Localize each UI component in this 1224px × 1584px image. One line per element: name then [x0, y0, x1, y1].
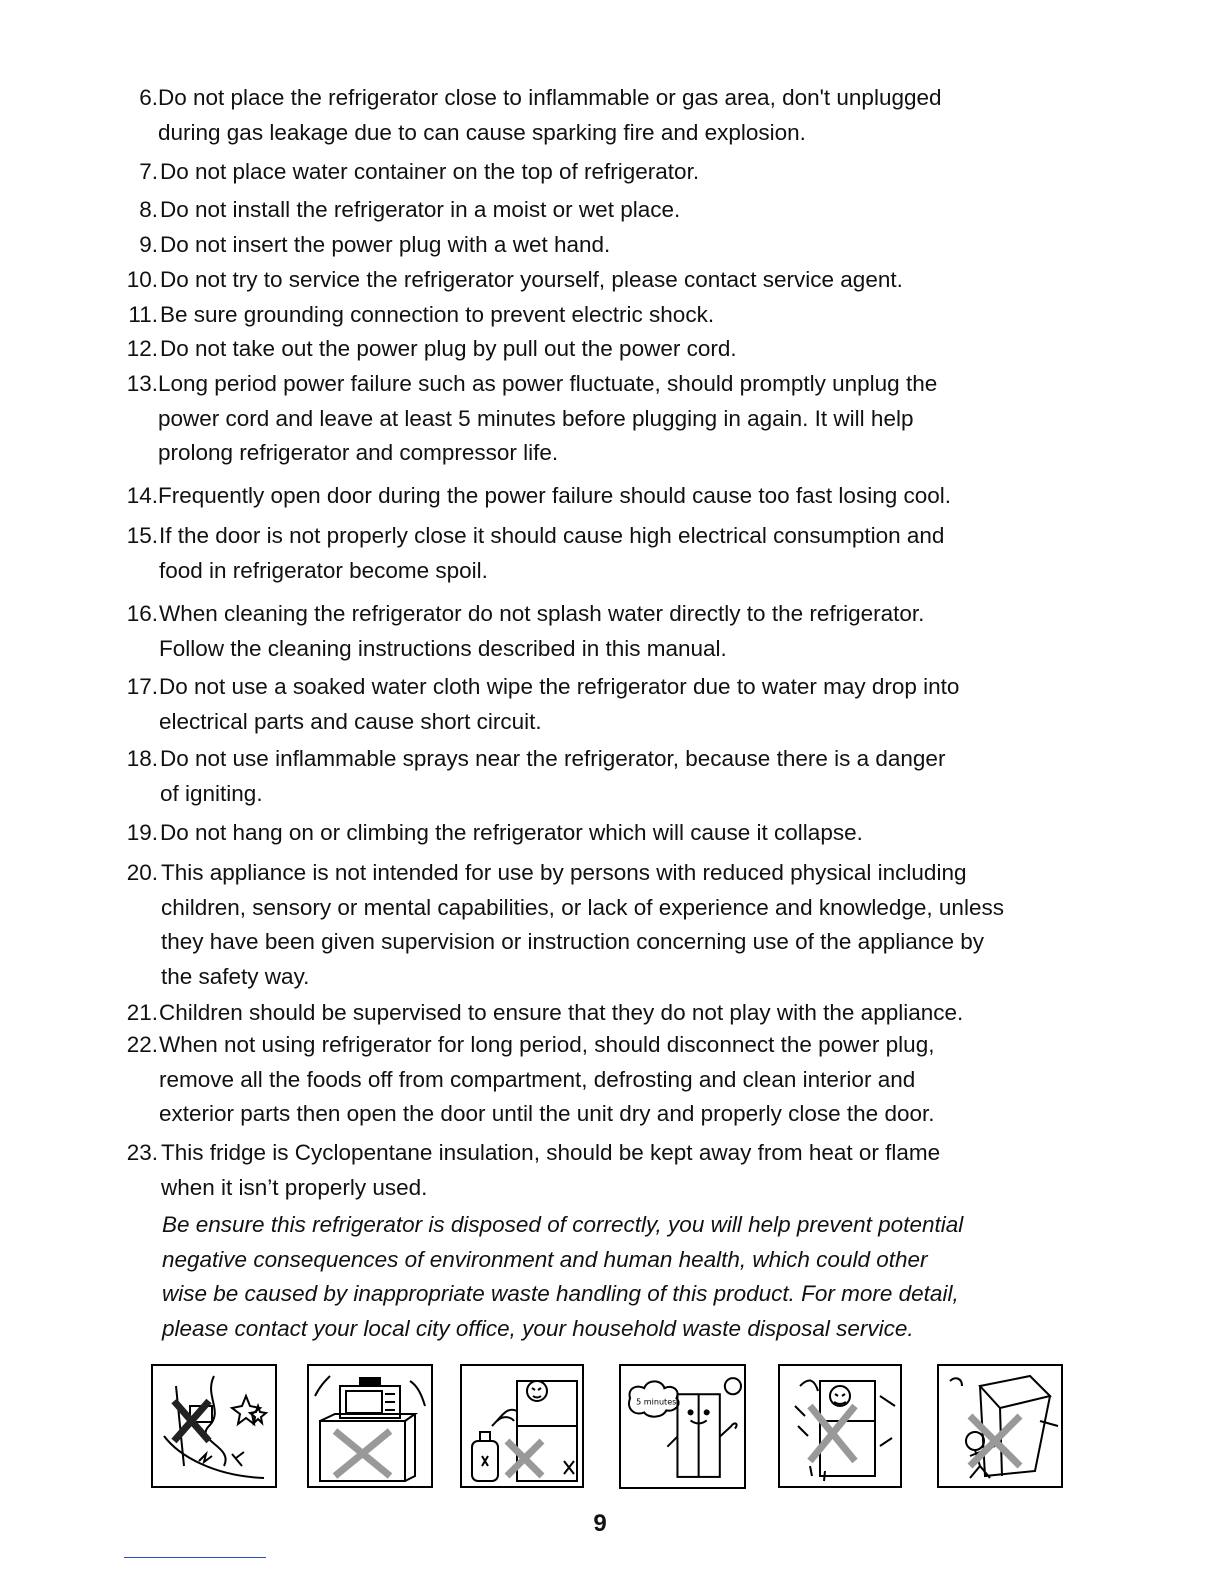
item-text	[159, 670, 959, 739]
item-number: 13.	[126, 371, 158, 396]
item-line: Do not install the refrigerator in a moist or wet place.	[160, 197, 681, 222]
item-text	[160, 332, 737, 367]
wait-5-minutes-icon	[619, 1364, 746, 1489]
item-text	[160, 155, 699, 190]
item-line: This fridge is Cyclopentane insulation, should be kept away from heat or flame	[161, 1140, 941, 1165]
item-text	[160, 298, 714, 333]
item-text	[160, 228, 610, 263]
item-text	[158, 479, 951, 514]
item-line: When cleaning the refrigerator do not splash water directly to the refrigerator.	[159, 601, 925, 626]
item-number: 18.	[126, 746, 158, 771]
item-number: 6.	[139, 85, 158, 110]
item-line: Follow the cleaning instructions described in this manual.	[159, 635, 727, 661]
page-number: 9	[593, 1510, 607, 1537]
item-number: 15.	[126, 523, 158, 548]
item-number: 22.	[126, 1032, 158, 1057]
item-line: children, sensory or mental capabilities, or lack of experience and knowledge, unless	[161, 894, 1004, 920]
item-text	[159, 597, 924, 666]
item-line: food in refrigerator become spoil.	[159, 557, 488, 583]
item-text	[161, 856, 1004, 994]
item-number: 14.	[126, 483, 158, 508]
item-line: Frequently open door during the power failure should cause too fast losing cool.	[158, 483, 951, 508]
item-number: 11.	[128, 302, 158, 327]
item-line: Do not place water container on the top of refrigerator.	[160, 159, 700, 184]
item-number: 10.	[126, 267, 158, 292]
item-line: Do not try to service the refrigerator yourself, please contact service agent.	[160, 267, 903, 292]
item-number: 20.	[126, 860, 158, 885]
item-line: electrical parts and cause short circuit.	[159, 708, 542, 734]
item-line: prolong refrigerator and compressor life.	[158, 440, 559, 465]
note-line: wise be caused by inappropriate waste handling of this product. For more detail,	[162, 1281, 959, 1306]
item-line: This appliance is not intended for use by persons with reduced physical including	[161, 860, 967, 885]
item-number: 8.	[139, 197, 158, 222]
note-line: negative consequences of environment and human health, which could other	[162, 1246, 928, 1272]
item-number: 21.	[126, 1000, 158, 1025]
gas-leak-unplug-warning-icon	[151, 1364, 277, 1488]
item-text	[158, 367, 937, 471]
item-number: 12.	[126, 336, 158, 361]
item-line: Do not use a soaked water cloth wipe the refrigerator due to water may drop into	[159, 674, 960, 699]
item-line: exterior parts then open the door until the unit dry and properly close the door.	[159, 1101, 935, 1126]
item-text	[159, 1028, 934, 1132]
item-number: 16.	[126, 601, 158, 626]
item-text	[159, 519, 944, 588]
item-line: Long period power failure such as power fluctuate, should promptly unplug the	[158, 371, 938, 396]
item-text	[161, 1136, 940, 1205]
item-line: Do not hang on or climbing the refrigerator which will cause it collapse.	[160, 820, 863, 845]
item-line: when it isn’t properly used.	[161, 1174, 428, 1200]
item-text	[160, 193, 680, 228]
item-line: of igniting.	[160, 780, 263, 806]
item-text	[160, 263, 903, 298]
item-line: the safety way.	[161, 963, 310, 989]
item-line: they have been given supervision or instruction concerning use of the appliance by	[161, 929, 985, 954]
wait-time-label: 5 minutes	[636, 1397, 677, 1407]
item-number: 17.	[126, 674, 158, 699]
item-number: 9.	[139, 232, 158, 257]
no-container-on-top-icon	[307, 1364, 433, 1488]
footnote-rule	[124, 1557, 266, 1558]
disposal-note	[162, 1208, 963, 1346]
item-line: power cord and leave at least 5 minutes before plugging in again. It will help	[158, 405, 914, 431]
item-line: Be sure grounding connection to prevent electric shock.	[160, 302, 715, 327]
item-line: Do not place the refrigerator close to inflammable or gas area, don't unplugged	[158, 85, 942, 110]
item-number: 19.	[126, 820, 158, 845]
note-line: Be ensure this refrigerator is disposed of correctly, you will help prevent potential	[162, 1212, 964, 1237]
item-line: If the door is not properly close it should cause high electrical consumption and	[159, 523, 945, 548]
item-text	[160, 742, 945, 811]
item-number: 23.	[126, 1140, 158, 1165]
item-line: When not using refrigerator for long period, should disconnect the power plug,	[159, 1032, 935, 1057]
item-text	[159, 996, 963, 1031]
item-line: Children should be supervised to ensure that they do not play with the appliance.	[159, 1000, 964, 1025]
note-line: please contact your local city office, your household waste disposal service.	[162, 1315, 914, 1341]
item-number: 7.	[139, 159, 158, 184]
no-flammable-spray-icon	[460, 1364, 584, 1488]
item-text	[160, 816, 863, 851]
item-line: Do not insert the power plug with a wet hand.	[160, 232, 611, 257]
no-water-splash-icon	[778, 1364, 902, 1488]
item-line: Do not take out the power plug by pull out the power cord.	[160, 336, 737, 361]
no-climbing-icon	[937, 1364, 1063, 1488]
item-text	[158, 81, 942, 150]
item-line: during gas leakage due to can cause sparking fire and explosion.	[158, 119, 806, 145]
item-line: Do not use inflammable sprays near the refrigerator, because there is a danger	[160, 746, 946, 771]
item-line: remove all the foods off from compartment, defrosting and clean interior and	[159, 1066, 916, 1092]
